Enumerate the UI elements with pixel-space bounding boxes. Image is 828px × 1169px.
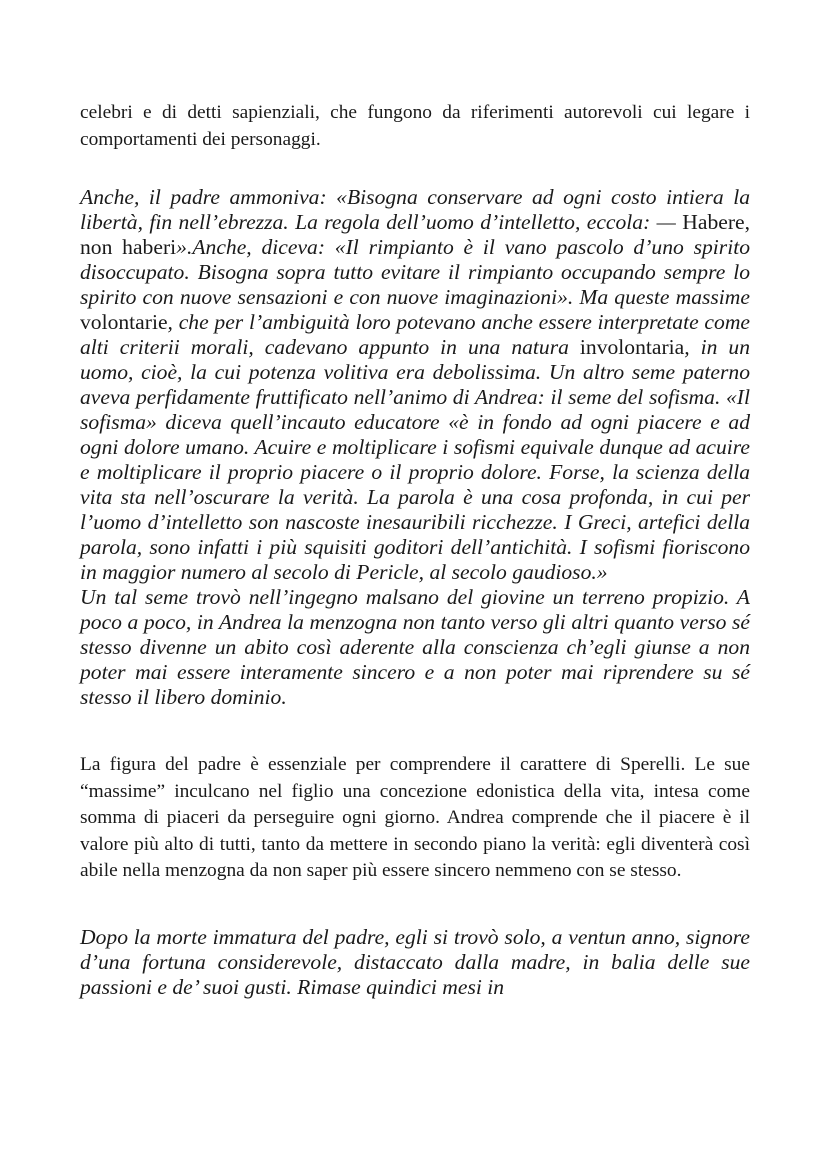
comment-paragraph: La figura del padre è essenziale per comprendere il carattere di Sperelli. Le sue “massime” inculcano nel figlio una concezione edonistica della vita, intesa come somma di piaceri da perseguire ogni giorno. Andrea comprende che il piacere è il valore più alto di tutti, tanto da mettere in secondo piano la verità: egli diventerà così abile nella menzogna da non saper più essere sincero nemmeno con se stesso.	[80, 754, 750, 881]
quote-text-3: massime	[675, 285, 750, 309]
quote-text-6: , in un uomo, cioè, la cui potenza volitiva era debolissima. Un altro seme paterno aveva perfidamente fruttificato nell’animo di Andrea: il seme del sofisma. «Il sofisma» diceva quell’incauto educatore «è in fondo ad ogni piacere e ad ogni dolore umano. Acuire e moltiplicare i sofismi equivale dunque ad acuire e moltiplicare il proprio piacere o il proprio dolore. Forse, la scienza della vita sta nell’oscurare la verità. La parola è una cosa profonda, in cui per l’uomo d’intelletto son nascoste inesauribili ricchezze. I Greci, artefici della parola, sono infatti i più squisiti goditori dell’antichità. I sofismi fioriscono in maggior numero al secolo di Pericle, al secolo gaudioso.»	[80, 335, 750, 584]
quote-text-4: , che per l’ambiguità loro potevano anche essere interpretate come alti criterii morali, cadevano appunto in	[80, 310, 750, 359]
quote-paragraph-2: Un tal seme trovò nell’ingegno malsano del giovine un terreno propizio. A poco a poco, in Andrea la menzogna non tanto verso gli altri quanto verso sé stesso divenne un abito così aderente alla conscienza ch’egli giunse a non poter mai essere interamente sincero e a non poter mai riprendere su sé stesso il libero dominio.	[80, 585, 750, 709]
quote-text-5: una natura	[467, 335, 569, 359]
closing-paragraph: Dopo la morte immatura del padre, egli si trovò solo, a ventun anno, signore d’una fortuna considerevole, distaccato dalla madre, in balia delle sue passioni e de’ suoi gusti. Rimase quindici mesi in	[80, 924, 750, 999]
quote-latin-motto: Habere, non haberi	[80, 210, 750, 259]
intro-paragraph: celebri e di detti sapienziali, che fungono da riferimenti autorevoli cui legare i comportamenti dei personaggi.	[80, 102, 750, 150]
quote-upright-word-2: involontaria	[568, 335, 685, 359]
quote-upright-word-1: volontarie	[80, 310, 168, 334]
quote-text-2: ».Anche, diceva: «Il rimpianto è il vano pascolo d’uno spirito disoccupato. Bisogna sopra tutto evitare il rimpianto occupando sempre lo spirito con nuove sensazioni e con nuove imaginazioni». Ma queste	[80, 235, 750, 309]
quote-paragraph	[80, 185, 750, 585]
quote-text-1: Anche, il padre ammoniva: «Bisogna conservare ad ogni costo intiera la libertà, fin nell’ebrezza. La regola dell’uomo d’intelletto, eccola: —	[80, 185, 750, 234]
